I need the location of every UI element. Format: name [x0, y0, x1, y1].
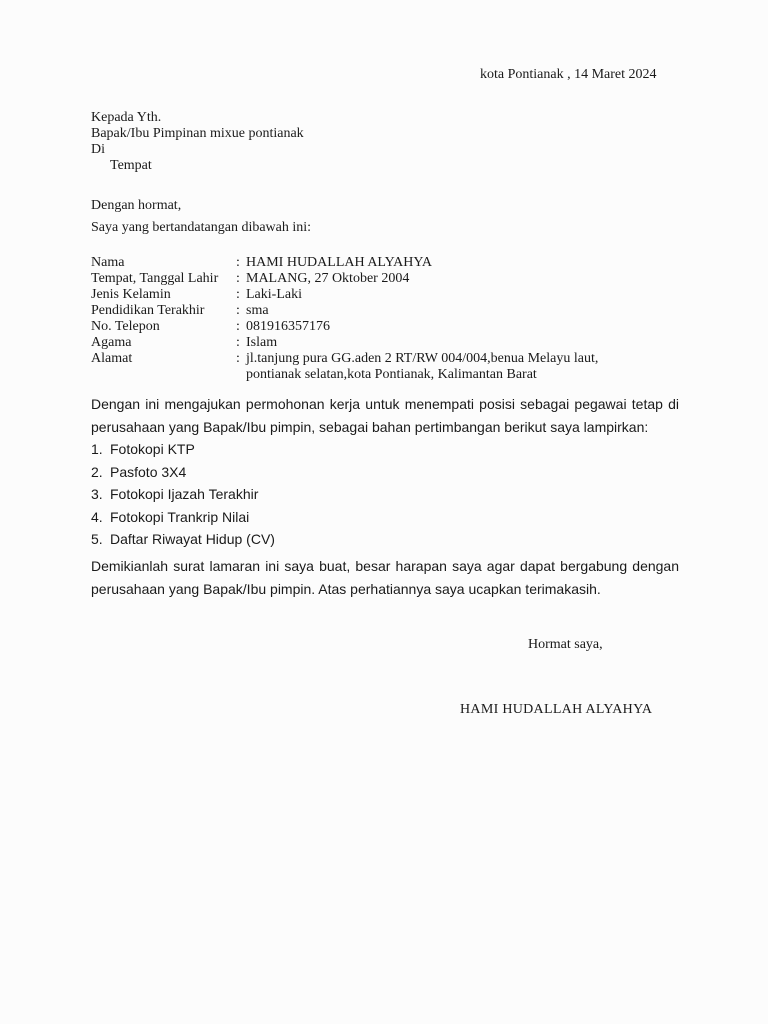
list-text: Fotokopi KTP	[110, 441, 195, 457]
list-item	[91, 461, 275, 484]
bio-row-birth	[91, 271, 598, 287]
bio-label: Jenis Kelamin	[91, 287, 171, 302]
bio-label: Pendidikan Terakhir	[91, 303, 205, 318]
bio-value: sma	[246, 303, 269, 318]
bio-separator: :	[236, 303, 240, 318]
list-item	[91, 438, 275, 461]
bio-row-address	[91, 351, 598, 367]
list-item	[91, 528, 275, 551]
greeting: Dengan hormat,	[91, 198, 182, 213]
recipient-block	[91, 110, 304, 174]
bio-row-phone	[91, 319, 598, 335]
bio-row-address-cont	[91, 367, 598, 383]
application-paragraph: Dengan ini mengajukan permohonan kerja untuk menempati posisi sebagai pegawai tetap di perusahaan yang Bapak/Ibu pimpin, sebagai bahan pertimbangan berikut saya lampirkan:	[91, 396, 679, 435]
bio-value: HAMI HUDALLAH ALYAHYA	[246, 255, 433, 270]
bio-label: Tempat, Tanggal Lahir	[91, 271, 219, 286]
list-number: 3.	[91, 486, 103, 502]
bio-row-name	[91, 255, 598, 271]
bio-separator: :	[236, 351, 240, 366]
recipient-line-4: Tempat	[110, 158, 152, 173]
list-text: Fotokopi Trankrip Nilai	[110, 508, 250, 525]
bio-row-religion	[91, 335, 598, 351]
bio-value: jl.tanjung pura GG.aden 2 RT/RW 004/004,benua Melayu laut,	[246, 351, 599, 366]
list-text: Daftar Riwayat Hidup (CV)	[110, 531, 275, 547]
bio-label	[91, 367, 236, 383]
bio-row-education	[91, 303, 598, 319]
bio-value: Laki-Laki	[246, 287, 302, 302]
list-item	[91, 506, 275, 529]
closing-salutation: Hormat saya,	[528, 637, 603, 652]
bio-separator	[236, 367, 246, 383]
bio-separator: :	[236, 255, 240, 270]
bio-label: Alamat	[91, 351, 133, 366]
date-line: kota Pontianak , 14 Maret 2024	[480, 67, 657, 82]
bio-value: Islam	[246, 335, 278, 350]
bio-separator: :	[236, 271, 240, 286]
attachment-list	[91, 438, 275, 551]
bio-label: Nama	[91, 255, 125, 270]
list-number: 2.	[91, 463, 103, 480]
list-text: Pasfoto 3X4	[110, 463, 187, 480]
bio-separator: :	[236, 287, 240, 302]
intro-line: Saya yang bertandatangan dibawah ini:	[91, 220, 312, 235]
recipient-line-2: Bapak/Ibu Pimpinan mixue pontianak	[91, 126, 304, 141]
list-number: 1.	[91, 441, 103, 457]
bio-separator: :	[236, 335, 240, 350]
list-number: 4.	[91, 508, 103, 525]
bio-row-gender	[91, 287, 598, 303]
list-item	[91, 483, 275, 506]
recipient-line-3: Di	[91, 142, 105, 157]
bio-label: Agama	[91, 335, 132, 350]
closing-paragraph: Demikianlah surat lamaran ini saya buat, besar harapan saya agar dapat bergabung dengan perusahaan yang Bapak/Ibu pimpin. Atas perhatiannya saya ucapkan terimakasih.	[91, 558, 679, 597]
bio-separator: :	[236, 319, 240, 334]
signer-name: HAMI HUDALLAH ALYAHYA	[460, 702, 653, 717]
bio-value: pontianak selatan,kota Pontianak, Kalimantan Barat	[246, 367, 537, 382]
bio-value: 081916357176	[246, 319, 330, 334]
bio-value: MALANG, 27 Oktober 2004	[246, 271, 410, 286]
list-text: Fotokopi Ijazah Terakhir	[110, 486, 259, 502]
bio-table	[91, 255, 598, 383]
list-number: 5.	[91, 531, 103, 547]
bio-label: No. Telepon	[91, 319, 160, 334]
recipient-line-1: Kepada Yth.	[91, 110, 162, 125]
